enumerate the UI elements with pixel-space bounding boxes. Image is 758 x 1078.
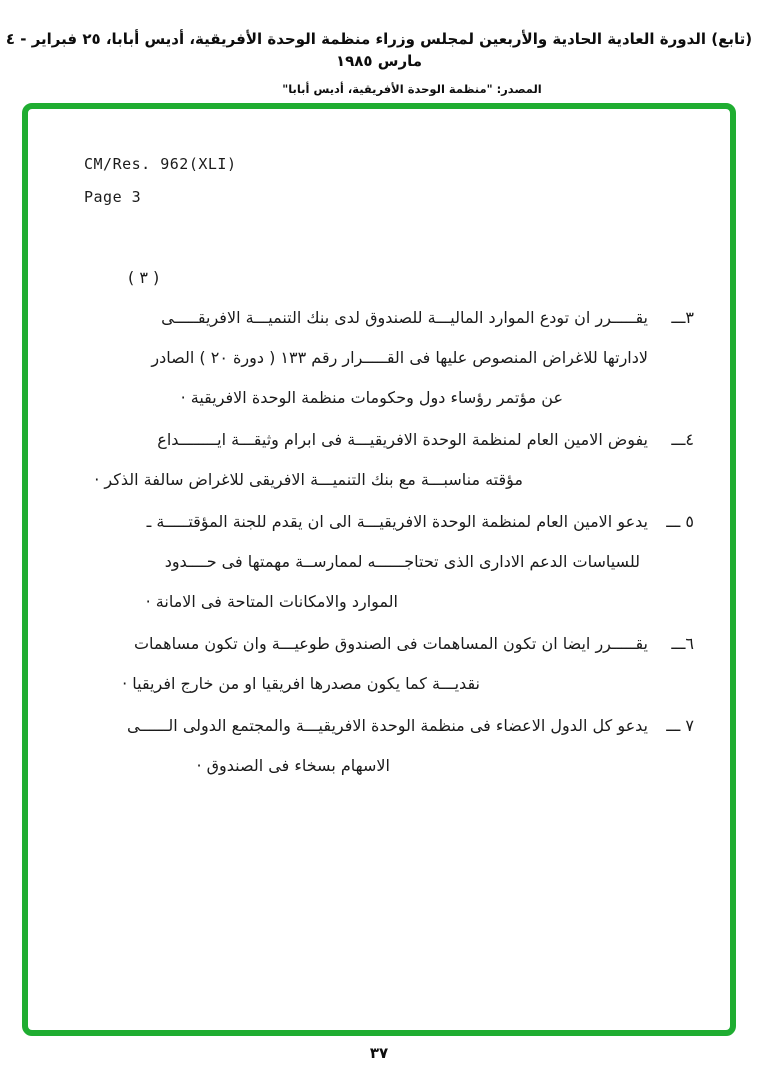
- page-caption: [0, 28, 758, 97]
- resolution-item: [84, 298, 694, 418]
- resolution-item: [84, 502, 694, 622]
- text-line: مؤقته مناسبـــة مع بنك التنميـــة الافريقى للاغراض سالفة الذكر ·: [94, 470, 523, 489]
- resolution-item: [84, 420, 694, 500]
- item-number: ٣ـــ: [671, 308, 694, 327]
- caption-session-title: (تابع) الدورة العادية الحادية والأربعين لمجلس وزراء منظمة الوحدة الأفريقية، أديس أبابا، ٢٥ فبراير - ٤ مارس ١٩٨٥: [5, 30, 753, 70]
- document-page-label: Page 3: [84, 188, 142, 206]
- document-reference: CM/Res. 962(XLI): [84, 155, 237, 173]
- item-number: ٧ ـــ: [666, 716, 694, 735]
- item-text: [84, 298, 648, 418]
- scanned-document: [28, 109, 730, 1030]
- resolution-list: [28, 298, 730, 786]
- page-number: ٣٧: [369, 1044, 389, 1062]
- item-number: ٥ ـــ: [666, 512, 694, 531]
- text-line: يقـــــرر ان تودع الموارد الماليـــة للصندوق لدى بنك التنميـــة الافريقـــــى: [161, 308, 648, 327]
- text-line: عن مؤتمر رؤساء دول وحكومات منظمة الوحدة الافريقية ·: [180, 388, 563, 407]
- resolution-item: [84, 706, 694, 786]
- item-text: [84, 706, 648, 786]
- section-number: ( ٣ ): [128, 268, 160, 287]
- resolution-item: [84, 624, 694, 704]
- text-line: للسياسات الدعم الادارى الذى تحتاجــــــه لممارســة مهمتها فى حــــدود: [164, 552, 640, 571]
- text-line: الموارد والامكانات المتاحة فى الامانة ·: [145, 592, 398, 611]
- text-line: لادارتها للاغراض المنصوص عليها فى القـــــرار رقم ١٣٣ ( دورة ٢٠ ) الصادر: [151, 348, 648, 367]
- item-text: [84, 420, 648, 500]
- item-number: ٤ـــ: [671, 430, 694, 449]
- item-number: ٦ـــ: [671, 634, 694, 653]
- text-line: يقـــــرر ايضا ان تكون المساهمات فى الصندوق طوعيـــة وان تكون مساهمات: [133, 634, 648, 653]
- text-line: يدعو الامين العام لمنظمة الوحدة الافريقيـــة الى ان يقدم للجنة المؤقتـــــة ـ: [146, 512, 648, 531]
- text-line: الاسهام بسخاء فى الصندوق ·: [196, 756, 390, 775]
- text-line: نقديـــة كما يكون مصدرها افريقيا او من خارج افريقيا ·: [122, 674, 480, 693]
- item-text: [84, 502, 648, 622]
- item-text: [84, 624, 648, 704]
- green-frame: [22, 103, 736, 1036]
- caption-source-line: المصدر: "منظمة الوحدة الأفريقية، أديس أبابا": [282, 82, 542, 96]
- text-line: يفوض الامين العام لمنظمة الوحدة الافريقيـــة فى ابرام وثيقـــة ايــــــــداع: [157, 430, 648, 449]
- text-line: يدعو كل الدول الاعضاء فى منظمة الوحدة الافريقيـــة والمجتمع الدولى الــــــى: [126, 716, 648, 735]
